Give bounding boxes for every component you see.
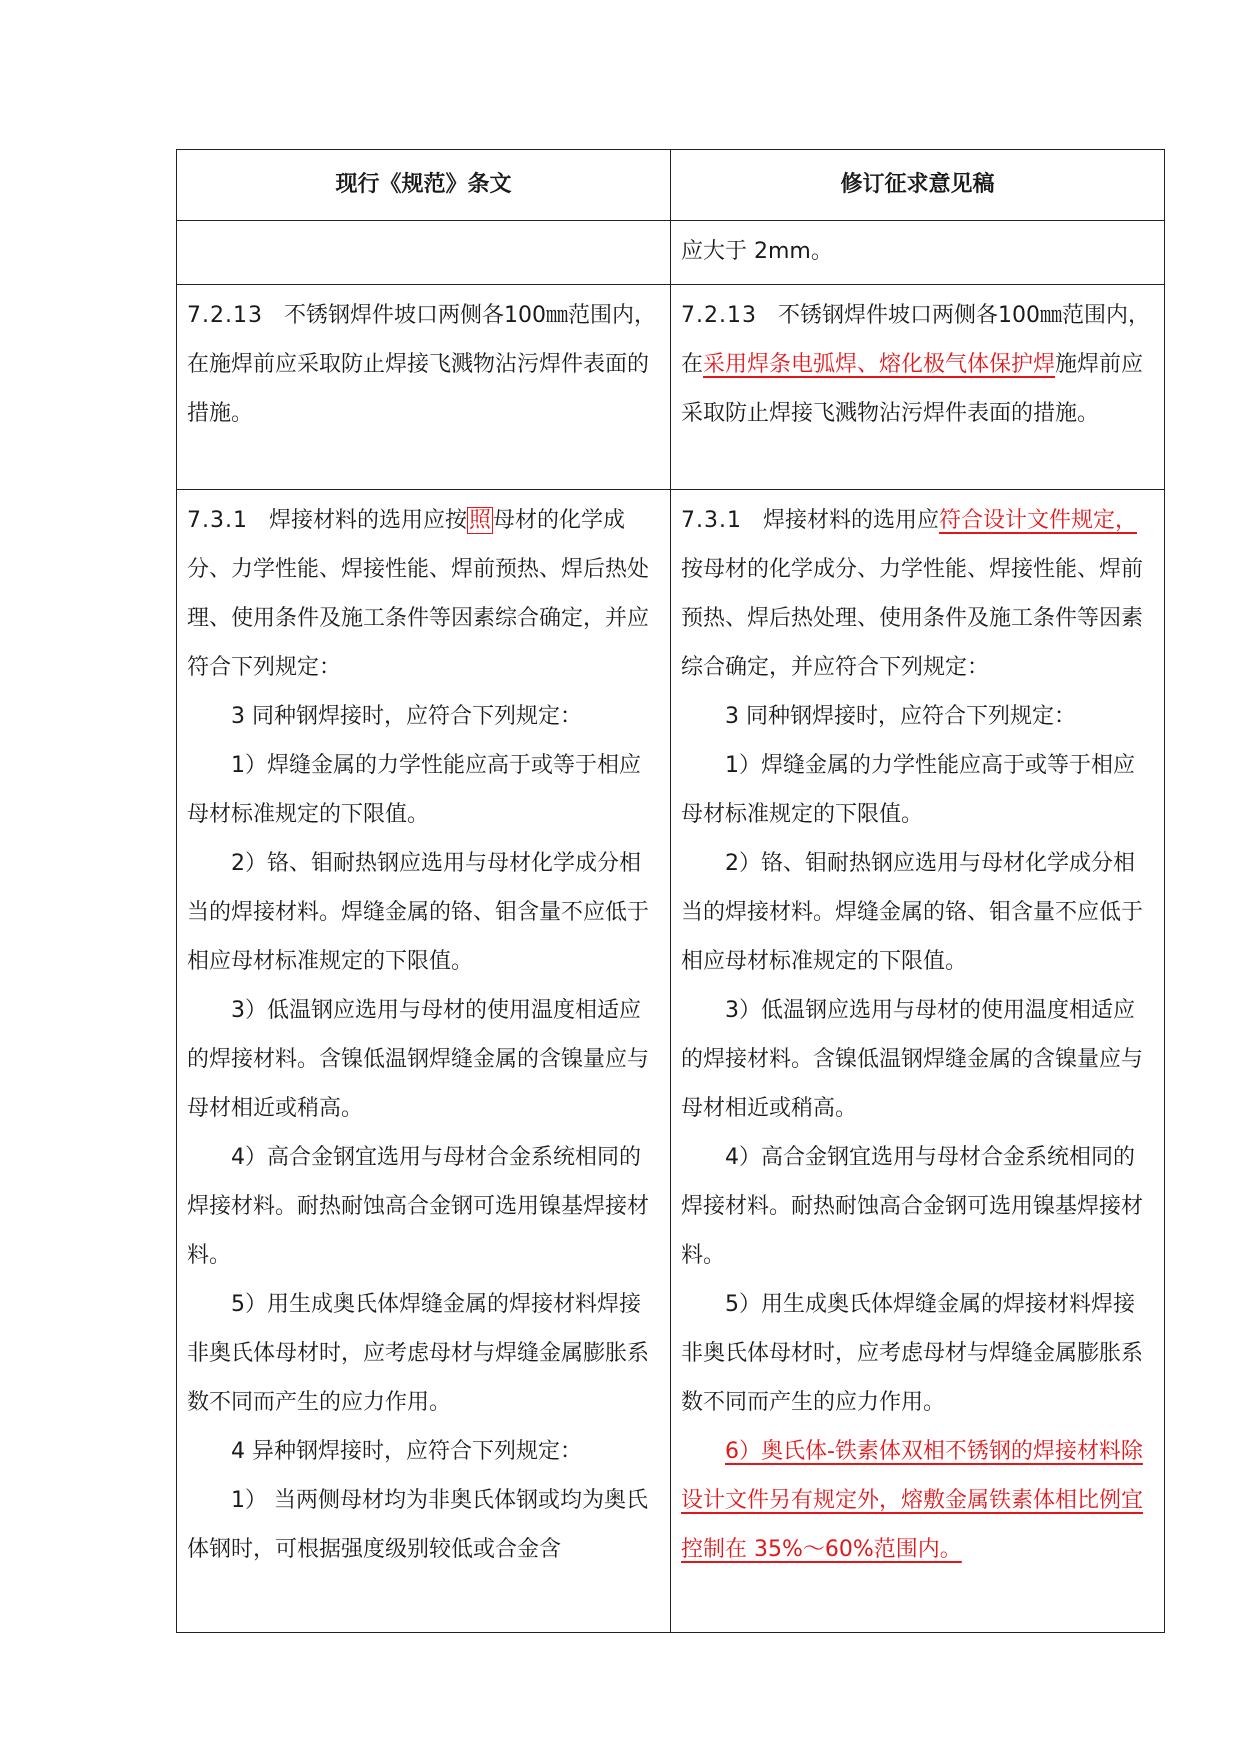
table-row-7-3-1 xyxy=(177,490,1165,1633)
cell-continuation-left xyxy=(177,221,671,285)
clause-number: 7.3.1 xyxy=(187,508,248,533)
clause-7-3-1-current-intro xyxy=(187,496,659,692)
revised-insertion: 符合设计文件规定， xyxy=(938,508,1137,533)
cell-7-2-13-revised xyxy=(671,285,1165,490)
clause-number: 7.2.13 xyxy=(187,303,263,328)
clause-text-before: 不锈钢焊件坡口两侧各100㎜范围内，在 xyxy=(681,303,1150,377)
revised-insertion: 采用焊条电弧焊、熔化极气体保护焊 xyxy=(703,352,1056,377)
clause-text: 不锈钢焊件坡口两侧各100㎜范围内，在施焊前应采取防止焊接飞溅物沾污焊件表面的措施。 xyxy=(187,303,656,426)
item-3: 3 同种钢焊接时，应符合下列规定： xyxy=(231,704,582,729)
clause-text-before: 焊接材料的选用应按 xyxy=(268,508,467,533)
clause-text-after: 母材的化学成分、力学性能、焊接性能、焊前预热、焊后热处理、使用条件及施工条件等因素综合确定，并应符合下列规定： xyxy=(187,508,650,680)
clause-text-after: 按母材的化学成分、力学性能、焊接性能、焊前预热、焊后热处理、使用条件及施工条件等因素综合确定，并应符合下列规定： xyxy=(681,557,1144,680)
clause-text-before: 焊接材料的选用应 xyxy=(762,508,939,533)
clause-7-3-1-revised-intro xyxy=(681,496,1153,692)
table-row-7-2-13 xyxy=(177,285,1165,490)
cell-7-3-1-current xyxy=(177,490,671,1633)
header-revision-draft: 修订征求意见稿 xyxy=(671,150,1165,221)
item-4-1: 1） 当两侧母材均为非奥氏体钢或均为奥氏体钢时，可根据强度级别较低或合金含 xyxy=(187,1488,648,1562)
item-3-4: 4）高合金钢宜选用与母材合金系统相同的焊接材料。耐热耐蚀高合金钢可选用镍基焊接材料。 xyxy=(187,1145,650,1268)
clause-text-after: 施焊前应采取防止焊接飞溅物沾污焊件表面的措施。 xyxy=(681,352,1144,426)
item-3-3: 3）低温钢应选用与母材的使用温度相适应的焊接材料。含镍低温钢焊缝金属的含镍量应与母材相近或稍高。 xyxy=(681,998,1144,1121)
item-3-2: 2）铬、钼耐热钢应选用与母材化学成分相当的焊接材料。焊缝金属的铬、钼含量不应低于相应母材标准规定的下限值。 xyxy=(681,851,1144,974)
table-row-continuation xyxy=(177,221,1165,285)
clause-number: 7.2.13 xyxy=(681,303,757,328)
item-3-5: 5）用生成奥氏体焊缝金属的焊接材料焊接非奥氏体母材时，应考虑母材与焊缝金属膨胀系数不同而产生的应力作用。 xyxy=(187,1292,650,1415)
item-3-1: 1）焊缝金属的力学性能应高于或等于相应母材标准规定的下限值。 xyxy=(187,753,641,827)
item-3: 3 同种钢焊接时，应符合下列规定： xyxy=(725,704,1076,729)
item-3-1: 1）焊缝金属的力学性能应高于或等于相应母材标准规定的下限值。 xyxy=(681,753,1135,827)
cell-7-2-13-current xyxy=(177,285,671,490)
clause-number: 7.3.1 xyxy=(681,508,742,533)
header-current-code: 现行《规范》条文 xyxy=(177,150,671,221)
item-3-4: 4）高合金钢宜选用与母材合金系统相同的焊接材料。耐热耐蚀高合金钢可选用镍基焊接材料。 xyxy=(681,1145,1144,1268)
item-3-3: 3）低温钢应选用与母材的使用温度相适应的焊接材料。含镍低温钢焊缝金属的含镍量应与母材相近或稍高。 xyxy=(187,998,650,1121)
item-3-6-revised-insertion: 6）奥氏体-铁素体双相不锈钢的焊接材料除设计文件另有规定外，熔敷金属铁素体相比例宜控制在 35%～60%范围内。 xyxy=(681,1439,1144,1562)
table-header-row xyxy=(177,150,1165,221)
clause-7-2-13-current xyxy=(187,291,659,438)
cell-continuation-right: 应大于 2mm。 xyxy=(671,221,1165,285)
item-3-2: 2）铬、钼耐热钢应选用与母材化学成分相当的焊接材料。焊缝金属的铬、钼含量不应低于相应母材标准规定的下限值。 xyxy=(187,851,650,974)
clause-7-2-13-revised xyxy=(681,291,1153,438)
item-3-5: 5）用生成奥氏体焊缝金属的焊接材料焊接非奥氏体母材时，应考虑母材与焊缝金属膨胀系数不同而产生的应力作用。 xyxy=(681,1292,1144,1415)
cell-7-3-1-revised xyxy=(671,490,1165,1633)
deletion-mark: 照 xyxy=(468,508,491,533)
item-4: 4 异种钢焊接时，应符合下列规定： xyxy=(231,1439,582,1464)
comparison-table xyxy=(176,149,1165,1633)
